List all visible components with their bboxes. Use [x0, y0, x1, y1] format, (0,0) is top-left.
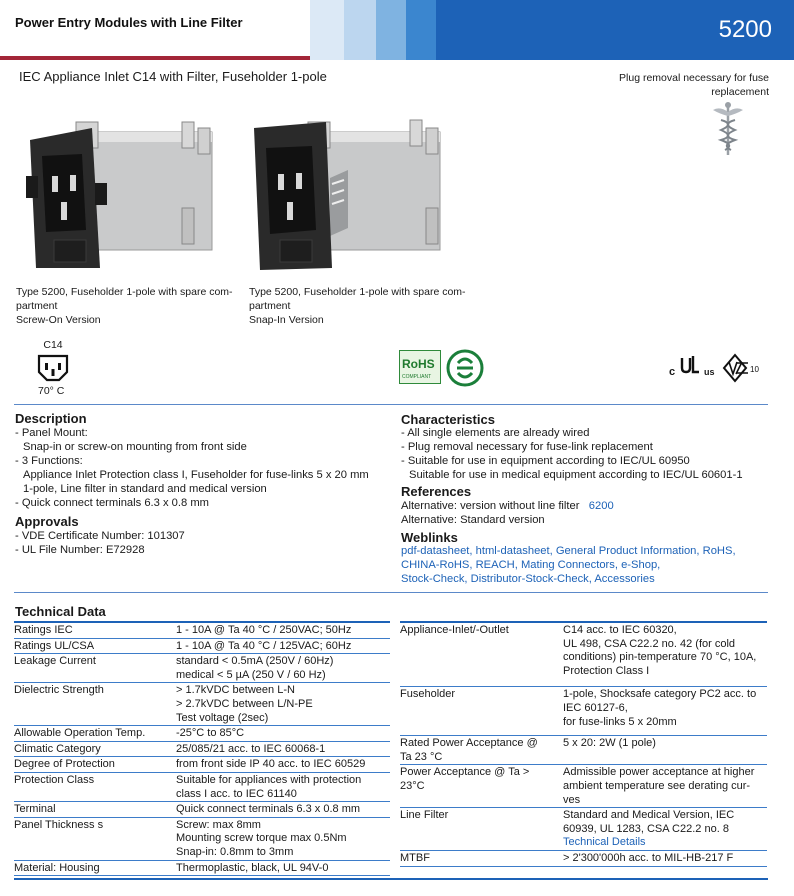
spec-label: Appliance-Inlet/-Outlet — [400, 623, 563, 687]
table-row — [400, 765, 767, 808]
spec-value: Screw: max 8mm Mounting screw torque max 0.5Nm Snap-in: 0.8mm to 3mm — [176, 817, 390, 860]
technical-details-link[interactable]: Technical Details — [563, 836, 646, 849]
table-row — [14, 860, 390, 876]
technical-data-table-left — [14, 623, 390, 876]
table-row — [400, 736, 767, 765]
spec-label: Leakage Current — [14, 654, 176, 683]
header-accent-line — [0, 56, 342, 60]
table-row — [14, 654, 390, 683]
vde-mark-icon — [720, 353, 762, 383]
spec-label: Allowable Operation Temp. — [14, 726, 176, 742]
table-row — [14, 802, 390, 818]
c14-label: C14 — [43, 339, 63, 351]
table-row — [14, 741, 390, 757]
spec-value: 1-pole, Shocksafe category PC2 acc. to IEC 60127-6, for fuse-links 5 x 20mm — [563, 687, 767, 736]
technical-data-table-right — [400, 623, 767, 867]
header-band — [344, 0, 376, 60]
references-text: Alternative: version without line filter 6200 Alternative: Standard version — [401, 500, 614, 526]
header-band — [376, 0, 406, 60]
description-text: - Panel Mount: Snap-in or screw-on mounting from front side - 3 Functions: Appliance Inlet Protection class I, Fuseholder for fuse-links 5 x 20 mm 1-pole, Line filter in standard and medical version - Quick connect terminals 6.3 x 0.8 mm — [15, 427, 369, 509]
spec-label: Climatic Category — [14, 741, 176, 757]
product-caption-screw-on: Type 5200, Fuseholder 1-pole with spare com- partment Screw-On Version — [16, 286, 233, 326]
weblinks-line[interactable]: pdf-datasheet, html-datasheet, General Product Information, RoHS, — [401, 545, 736, 557]
rohs-logo: RoHS COMPLIANT — [399, 350, 441, 384]
spec-value: -25°C to 85°C — [176, 726, 390, 742]
table-row — [14, 772, 390, 801]
weblinks-line[interactable]: Stock-Check, Distributor-Stock-Check, Accessories — [401, 573, 655, 585]
spec-label: Fuseholder — [400, 687, 563, 736]
spec-value: Standard and Medical Version, IEC 60939, UL 1283, CSA C22.2 no. 8 Technical Details — [563, 808, 767, 851]
spec-value: > 2'300'000h acc. to MIL-HB-217 F — [563, 850, 767, 866]
header-bar — [0, 0, 310, 56]
product-subtitle: IEC Appliance Inlet C14 with Filter, Fuseholder 1-pole — [19, 69, 327, 84]
technical-data-heading: Technical Data — [15, 604, 106, 619]
spec-value: > 1.7kVDC between L-N > 2.7kVDC between L/N-PE Test voltage (2sec) — [176, 683, 390, 726]
weblinks-line[interactable]: CHINA-RoHS, REACH, Mating Connectors, e-Shop, — [401, 559, 661, 571]
ul-icon — [680, 356, 700, 374]
spec-label: Degree of Protection — [14, 757, 176, 773]
spec-value: C14 acc. to IEC 60320, UL 498, CSA C22.2 no. 42 (for cold conditions) pin-temperature 70 °C, 10A, Protection Class I — [563, 623, 767, 687]
section-divider — [14, 404, 768, 405]
spec-value: from front side IP 40 acc. to IEC 60529 — [176, 757, 390, 773]
spec-label: Rated Power Acceptance @ Ta 23 °C — [400, 736, 563, 765]
weblinks-heading: Weblinks — [401, 530, 458, 545]
table-row — [14, 726, 390, 742]
spec-value: Admissible power acceptance at higher ambient temperature see derating cur- ves — [563, 765, 767, 808]
series-banner — [436, 0, 794, 60]
table-row — [400, 687, 767, 736]
spec-label: Protection Class — [14, 772, 176, 801]
header-band — [406, 0, 436, 60]
table-row — [400, 623, 767, 687]
svg-text:10: 10 — [750, 365, 759, 374]
header-band — [310, 0, 344, 60]
medical-caduceus-icon — [711, 100, 745, 156]
spec-label: Terminal — [14, 802, 176, 818]
characteristics-heading: Characteristics — [401, 412, 495, 427]
spec-value: 1 - 10A @ Ta 40 °C / 250VAC; 50Hz — [176, 623, 390, 638]
product-image-snap-in — [250, 118, 455, 278]
spec-label: Dielectric Strength — [14, 683, 176, 726]
spec-value: 25/085/21 acc. to IEC 60068-1 — [176, 741, 390, 757]
table-row — [400, 850, 767, 866]
table-bottom-rule — [14, 878, 768, 880]
china-rohs-e-icon — [446, 349, 484, 387]
product-caption-snap-in: Type 5200, Fuseholder 1-pole with spare com- partment Snap-In Version — [249, 286, 466, 326]
spec-value: standard < 0.5mA (250V / 60Hz) medical < 5 µA (250 V / 60 Hz) — [176, 654, 390, 683]
section-divider — [14, 592, 768, 593]
table-row — [400, 808, 767, 851]
references-heading: References — [401, 484, 472, 499]
plug-removal-note: Plug removal necessary for fuse replacement — [619, 72, 769, 98]
approvals-text: - VDE Certificate Number: 101307 - UL File Number: E72928 — [15, 530, 185, 556]
spec-value: 5 x 20: 2W (1 pole) — [563, 736, 767, 765]
table-row — [14, 817, 390, 860]
table-row — [14, 623, 390, 638]
pin-temperature-label: 70° C — [38, 385, 65, 397]
table-row — [14, 757, 390, 773]
spec-value: Quick connect terminals 6.3 x 0.8 mm — [176, 802, 390, 818]
series-number: 5200 — [718, 16, 772, 43]
spec-value: Suitable for appliances with protection class I acc. to IEC 61140 — [176, 772, 390, 801]
ul-recognized-mark: $_c$ $_{us}$ — [669, 356, 715, 374]
spec-label: Ratings IEC — [14, 623, 176, 638]
spec-label: Panel Thickness s — [14, 817, 176, 860]
spec-label: MTBF — [400, 850, 563, 866]
spec-label: Line Filter — [400, 808, 563, 851]
table-row — [14, 638, 390, 654]
description-heading: Description — [15, 411, 87, 426]
approvals-heading: Approvals — [15, 514, 79, 529]
characteristics-text: - All single elements are already wired - Plug removal necessary for fuse-link replacement - Suitable for use in equipment according to IEC/UL 60950 Suitable for use in medical equipment according to IEC/UL 60601-1 — [401, 427, 743, 481]
spec-label: Power Acceptance @ Ta > 23°C — [400, 765, 563, 808]
spec-value: Thermoplastic, black, UL 94V-0 — [176, 860, 390, 876]
c14-inlet-icon — [36, 354, 70, 382]
reference-6200-link[interactable]: 6200 — [588, 500, 614, 512]
spec-value: 1 - 10A @ Ta 40 °C / 125VAC; 60Hz — [176, 638, 390, 654]
spec-label: Ratings UL/CSA — [14, 638, 176, 654]
spec-label: Material: Housing — [14, 860, 176, 876]
table-row — [14, 683, 390, 726]
product-image-screw-on — [22, 118, 227, 278]
weblinks-list — [401, 544, 736, 586]
page-title: Power Entry Modules with Line Filter — [15, 15, 243, 30]
